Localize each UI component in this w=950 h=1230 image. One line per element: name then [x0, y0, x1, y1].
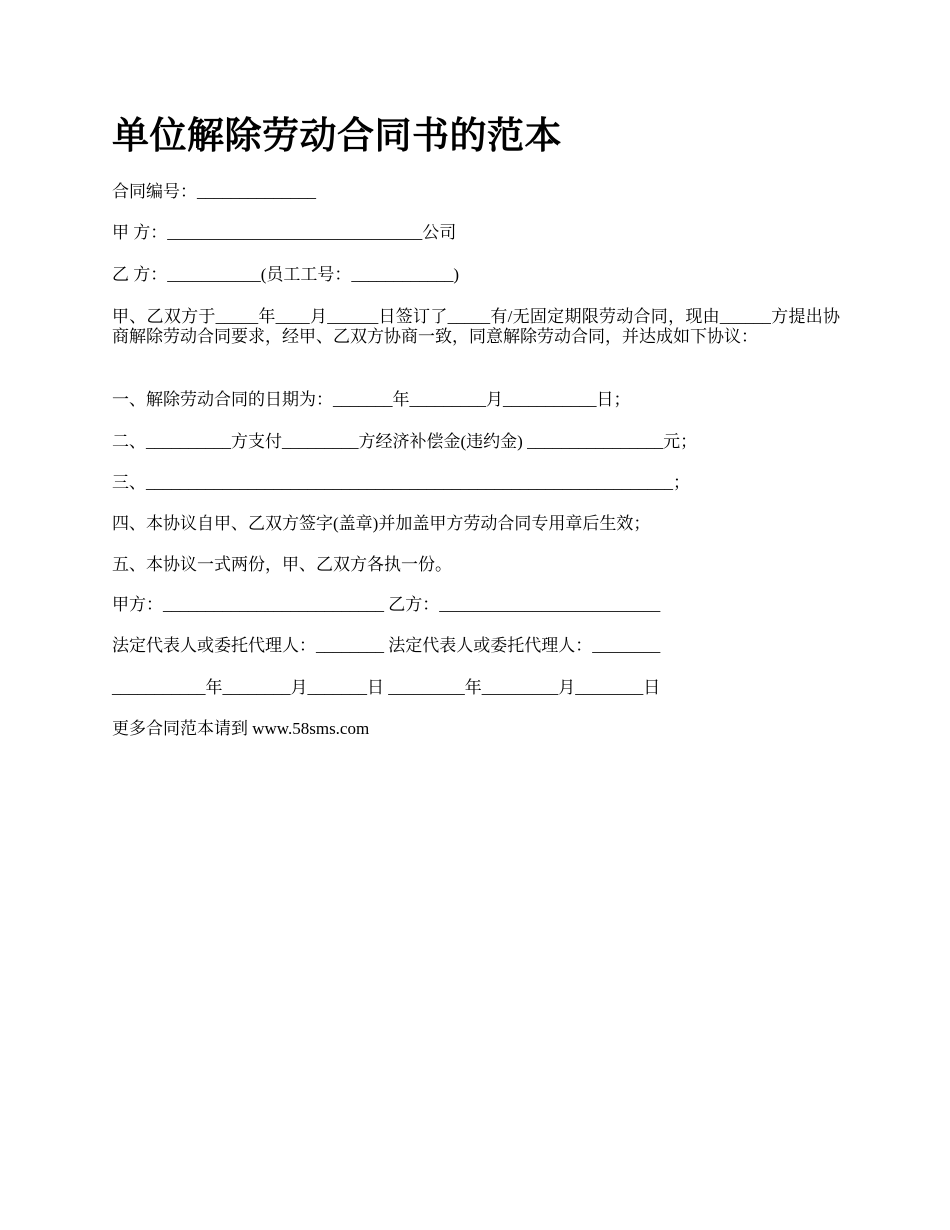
clause-1: 一、解除劳动合同的日期为：_______年_________月___________日；: [112, 390, 631, 409]
contract-number-line: 合同编号：______________: [112, 182, 316, 201]
clause-5: 五、本协议一式两份，甲、乙双方各执一份。: [112, 555, 452, 574]
document-title: 单位解除劳动合同书的范本: [112, 114, 562, 157]
signature-line: 甲方：__________________________ 乙方：__________________________: [112, 595, 661, 614]
clause-4: 四、本协议自甲、乙双方签字(盖章)并加盖甲方劳动合同专用章后生效；: [112, 514, 651, 533]
date-line: ___________年________月_______日 _________年_________月________日: [112, 678, 661, 697]
clause-2: 二、__________方支付_________方经济补偿金(违约金) ________________元；: [112, 432, 698, 451]
footer-link-text: 更多合同范本请到 www.58sms.com: [112, 719, 370, 738]
party-a-line: 甲 方：______________________________公司: [112, 223, 457, 242]
intro-paragraph: 甲、乙双方于_____年____月______日签订了_____有/无固定期限劳动合同，现由______方提出协商解除劳动合同要求，经甲、乙双方协商一致，同意解除劳动合同，并达成如下协议：: [112, 307, 840, 346]
clause-3: 三、______________________________________________________________；: [112, 473, 690, 492]
representative-line: 法定代表人或委托代理人：________ 法定代表人或委托代理人：________: [112, 636, 661, 655]
party-b-line: 乙 方：___________(员工工号：____________): [112, 265, 460, 284]
